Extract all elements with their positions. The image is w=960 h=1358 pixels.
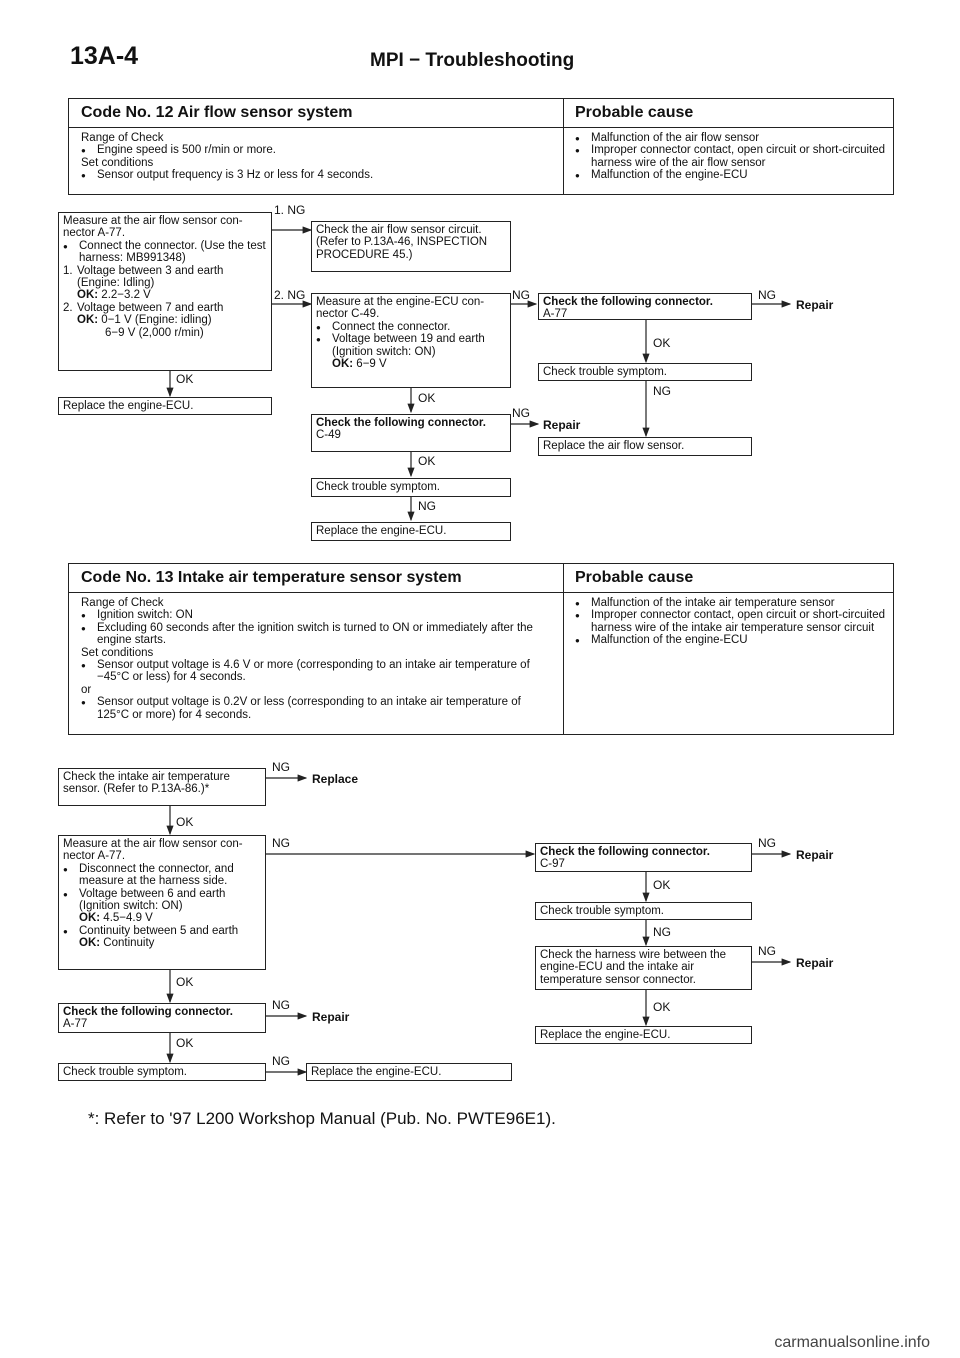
repair-action: Repair [796, 956, 834, 970]
set-item: ● Sensor output voltage is 0.2V or less (corresponding to an intake air temperature of 125°C or more) for 4 seconds. [81, 696, 551, 721]
ok-label: OK [653, 336, 671, 350]
measure-line: Measure at the air flow sensor con-nector A-77. [63, 838, 243, 863]
check-connector-a77-box [538, 293, 752, 320]
measure-bullet: ● Voltage between 19 and earth (Ignition switch: ON) [316, 333, 506, 358]
measure-line: Measure at the engine-ECU con-nector C-49. [316, 296, 485, 321]
footnote: *: Refer to '97 L200 Workshop Manual (Pub. No. PWTE96E1). [88, 1109, 556, 1128]
ng-label: NG [272, 760, 290, 774]
ok-label: OK [418, 454, 436, 468]
ok-label: OK [653, 878, 671, 892]
code12-cause-title: Probable cause [575, 104, 694, 121]
measure-item1-ok: OK: 2.2−3.2 V [77, 289, 151, 302]
connector-id: A-77 [543, 308, 568, 321]
repair-action: Repair [796, 848, 834, 862]
set-heading: Set conditions [81, 156, 154, 169]
ok-label: OK [176, 815, 194, 829]
cause-item: ● Malfunction of the intake air temperature sensor [575, 597, 887, 609]
connector-id: C-49 [316, 429, 341, 442]
set-item: ● Sensor output voltage is 4.6 V or more (corresponding to an intake air temperature of −45°C or less) for 4 seconds. [81, 659, 551, 684]
code13-conditions [81, 597, 551, 721]
ng-label: 1. NG [274, 203, 306, 217]
ng-label: NG [758, 944, 776, 958]
range-item: ● Engine speed is 500 r/min or more. [81, 144, 551, 156]
check-symptom-box: Check trouble symptom. [538, 363, 752, 381]
watermark: carmanualsonline.info [774, 1334, 930, 1351]
cause-item: ● Malfunction of the engine-ECU [575, 634, 887, 646]
measure-bullet: ● Connect the connector. [316, 321, 506, 333]
ok-label: OK [418, 391, 436, 405]
replace-ecu-box: Replace the engine-ECU. [311, 522, 511, 541]
connector-id: A-77 [63, 1018, 88, 1031]
cause-item: ● Improper connector contact, open circuit or short-circuited harness wire of the intake air temperature sensor circuit [575, 609, 887, 634]
measure-item2-ok2: 6−9 V (2,000 r/min) [105, 326, 204, 339]
code13-title: Code No. 13 Intake air temperature sensor system [81, 569, 462, 586]
measure-afs-box [58, 212, 272, 371]
set-heading: Set conditions [81, 646, 154, 659]
measure-item2: 2. Voltage between 7 and earth [63, 301, 224, 314]
replace-afs-box: Replace the air flow sensor. [538, 437, 752, 456]
check-symptom-box: Check trouble symptom. [58, 1063, 266, 1081]
measure-bullet: ● Continuity between 5 and earth [63, 925, 261, 937]
replace-ecu-box: Replace the engine-ECU. [535, 1026, 752, 1044]
repair-action: Repair [796, 298, 834, 312]
measure-afs-box [58, 835, 266, 970]
range-item: ● Ignition switch: ON [81, 609, 551, 621]
box-heading: Check the following connector. [543, 296, 713, 308]
code13-causes [575, 597, 887, 647]
cause-item: ● Malfunction of the air flow sensor [575, 132, 887, 144]
range-item: ● Excluding 60 seconds after the ignition switch is turned to ON or immediately after the engine starts. [81, 622, 551, 647]
measure-line: Measure at the air flow sensor con-nector A-77. [63, 215, 243, 240]
ok-label: OK [653, 1000, 671, 1014]
check-symptom-box: Check trouble symptom. [311, 478, 511, 497]
ng-label: NG [272, 836, 290, 850]
connector-id: C-97 [540, 858, 565, 871]
repair-action: Repair [312, 1010, 350, 1024]
check-connector-a77-box [58, 1003, 266, 1033]
cause-item: ● Improper connector contact, open circuit or short-circuited harness wire of the air flow sensor [575, 144, 887, 169]
check-connector-c97-box [535, 843, 752, 872]
ng-label: NG [272, 1054, 290, 1068]
measure-item2-ok: OK: 0−1 V (Engine: idling) [77, 314, 212, 327]
replace-ecu-box: Replace the engine-ECU. [58, 397, 272, 415]
ng-label: NG [653, 925, 671, 939]
ng-label: NG [512, 288, 530, 302]
code13-cause-title: Probable cause [575, 569, 694, 586]
ok-label: OK [176, 1036, 194, 1050]
replace-ecu-box: Replace the engine-ECU. [306, 1063, 512, 1081]
cause-item: ● Malfunction of the engine-ECU [575, 169, 887, 181]
measure-bullet: ● Voltage between 6 and earth (Ignition switch: ON) [63, 888, 261, 913]
repair-action: Repair [543, 418, 581, 432]
check-connector-c49-box [311, 414, 511, 452]
ng-label: NG [512, 406, 530, 420]
box-heading: Check the following connector. [540, 846, 710, 858]
measure-ok: OK: Continuity [79, 937, 155, 950]
ng-label: NG [418, 499, 436, 513]
measure-item1: 1. Voltage between 3 and earth (Engine: Idling) [63, 264, 224, 290]
replace-action: Replace [312, 772, 359, 786]
code12-title: Code No. 12 Air flow sensor system [81, 104, 353, 121]
check-symptom-box: Check trouble symptom. [535, 902, 752, 920]
measure-bullet: ● Disconnect the connector, and measure at the harness side. [63, 863, 261, 888]
ng-label: NG [758, 288, 776, 302]
ng-label: NG [272, 998, 290, 1012]
measure-ok: OK: 6−9 V [332, 358, 387, 371]
ng-label: NG [758, 836, 776, 850]
page-number: 13A-4 [70, 42, 139, 70]
measure-ecu-box [311, 293, 511, 388]
set-item: ● Sensor output frequency is 3 Hz or less for 4 seconds. [81, 169, 551, 181]
box-heading: Check the following connector. [63, 1006, 233, 1018]
page-title: MPI − Troubleshooting [370, 50, 575, 71]
code13-box [68, 563, 894, 735]
check-afs-circuit-box: Check the air flow sensor circuit. (Refer to P.13A-46, INSPECTION PROCEDURE 45.) [311, 221, 511, 272]
measure-ok: OK: 4.5−4.9 V [79, 912, 153, 925]
range-heading: Range of Check [81, 597, 164, 609]
ok-label: OK [176, 975, 194, 989]
ng-label: 2. NG [274, 288, 306, 302]
check-harness-box: Check the harness wire between the engine-ECU and the intake air temperature sensor connector. [535, 946, 752, 990]
box-heading: Check the following connector. [316, 417, 486, 429]
ok-label: OK [176, 372, 194, 386]
ng-label: NG [653, 384, 671, 398]
or-text: or [81, 683, 92, 696]
measure-bullet: ● Connect the connector. (Use the test harness: MB991348) [63, 240, 267, 265]
range-heading: Range of Check [81, 132, 164, 144]
check-iat-sensor-box: Check the intake air temperature sensor. (Refer to P.13A-86.)* [58, 768, 266, 806]
